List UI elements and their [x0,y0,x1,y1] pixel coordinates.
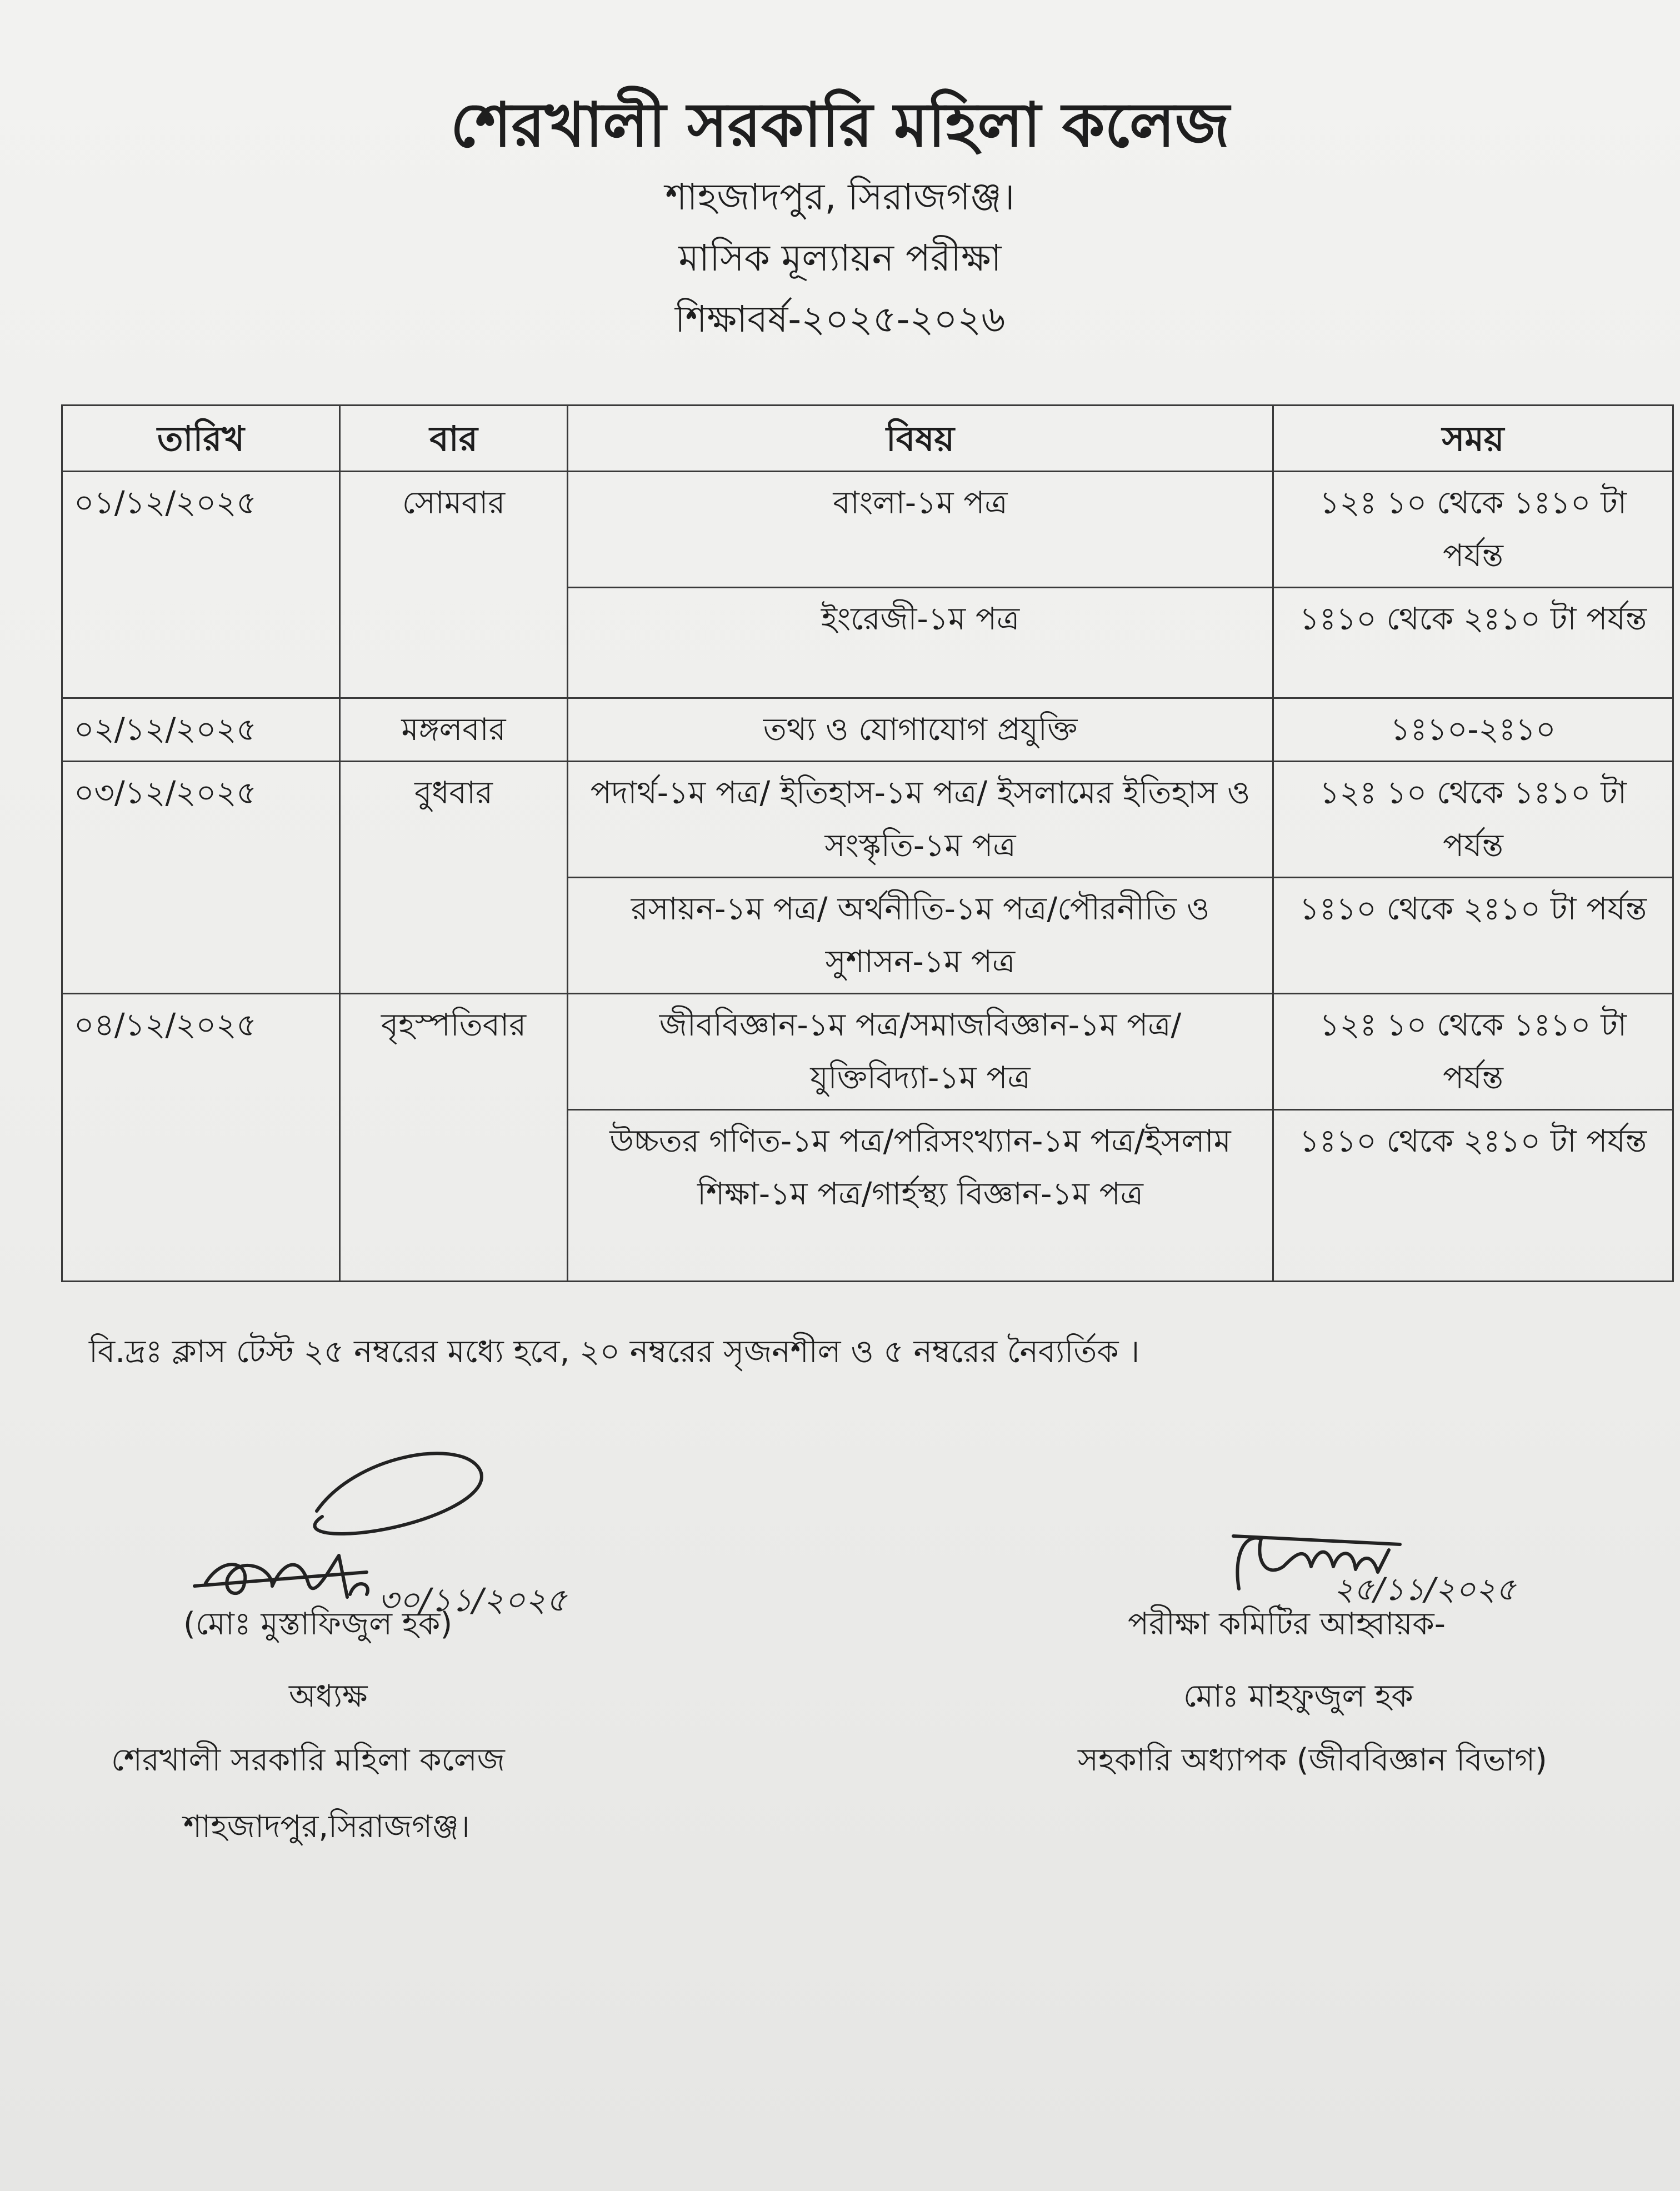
exam-routine-table [61,404,1674,1282]
time-cell: ১২ঃ ১০ থেকে ১ঃ১০ টা পর্যন্ত [1273,994,1673,1110]
convenor-signature-date: ২৫/১১/২০২৫ [1333,1572,1516,1608]
college-name: শেরখালী সরকারি মহিলা কলেজ [450,89,1230,161]
subject-cell: উচ্চতর গণিত-১ম পত্র/পরিসংখ্যান-১ম পত্র/ইসলাম শিক্ষা-১ম পত্র/গার্হস্থ্য বিজ্ঞান-১ম পত্র [568,1110,1273,1282]
header-time: সময় [1273,406,1673,472]
subject-cell: বাংলা-১ম পত্র [568,472,1273,588]
time-cell: ১ঃ১০-২ঃ১০ [1273,698,1673,762]
subject-cell: তথ্য ও যোগাযোগ প্রযুক্তি [568,698,1273,762]
convenor-role: পরীক্ষা কমিটির আহ্বায়ক- [1128,1606,1446,1642]
time-cell: ১ঃ১০ থেকে ২ঃ১০ টা পর্যন্ত [1273,878,1673,994]
header-day: বার [340,406,568,472]
table-row [62,762,1673,878]
time-cell: ১ঃ১০ থেকে ২ঃ১০ টা পর্যন্ত [1273,588,1673,698]
date-cell: ০১/১২/২০২৫ [62,472,340,698]
subject-cell: পদার্থ-১ম পত্র/ ইতিহাস-১ম পত্র/ ইসলামের ইতিহাস ও সংস্কৃতি-১ম পত্র [568,762,1273,878]
header-subject: বিষয় [568,406,1273,472]
convenor-designation: সহকারি অধ্যাপক (জীববিজ্ঞান বিভাগ) [1078,1742,1547,1778]
day-cell: বৃহস্পতিবার [340,994,568,1282]
principal-signature-date: ৩০/১১/২০২৫ [378,1581,567,1619]
footnote: বি.দ্রঃ ক্লাস টেস্ট ২৫ নম্বরের মধ্যে হবে, ২০ নম্বরের সৃজনশীল ও ৫ নম্বরের নৈব্যর্তিক । [89,1334,1140,1370]
date-cell: ০২/১২/২০২৫ [62,698,340,762]
time-cell: ১২ঃ ১০ থেকে ১ঃ১০ টা পর্যন্ত [1273,762,1673,878]
table-header-row [62,406,1673,472]
day-cell: বুধবার [340,762,568,994]
principal-designation: অধ্যক্ষ [289,1678,368,1714]
principal-institution: শেরখালী সরকারি মহিলা কলেজ [111,1742,505,1778]
table-row [62,994,1673,1110]
date-cell: ০৩/১২/২০২৫ [62,762,340,994]
college-address: শাহজাদপুর, সিরাজগঞ্জ। [665,176,1015,218]
time-cell: ১ঃ১০ থেকে ২ঃ১০ টা পর্যন্ত [1273,1110,1673,1282]
date-cell: ০৪/১২/২০২৫ [62,994,340,1282]
header-date: তারিখ [62,406,340,472]
table-row [62,472,1673,588]
day-cell: মঙ্গলবার [340,698,568,762]
subject-cell: রসায়ন-১ম পত্র/ অর্থনীতি-১ম পত্র/পৌরনীতি ও সুশাসন-১ম পত্র [568,878,1273,994]
principal-name: (মোঃ মুস্তাফিজুল হক) [183,1606,453,1642]
subject-cell: ইংরেজী-১ম পত্র [568,588,1273,698]
exam-title: মাসিক মূল্যায়ন পরীক্ষা [678,237,1002,279]
academic-session: শিক্ষাবর্ষ-২০২৫-২০২৬ [674,298,1006,341]
time-cell: ১২ঃ ১০ থেকে ১ঃ১০ টা পর্যন্ত [1273,472,1673,588]
subject-cell: জীববিজ্ঞান-১ম পত্র/সমাজবিজ্ঞান-১ম পত্র/যুক্তিবিদ্যা-১ম পত্র [568,994,1273,1110]
day-cell: সোমবার [340,472,568,698]
document-header [0,83,1680,350]
principal-address: শাহজাদপুর,সিরাজগঞ্জ। [183,1809,470,1845]
table-row [62,698,1673,762]
convenor-name: মোঃ মাহফুজুল হক [1183,1678,1413,1714]
